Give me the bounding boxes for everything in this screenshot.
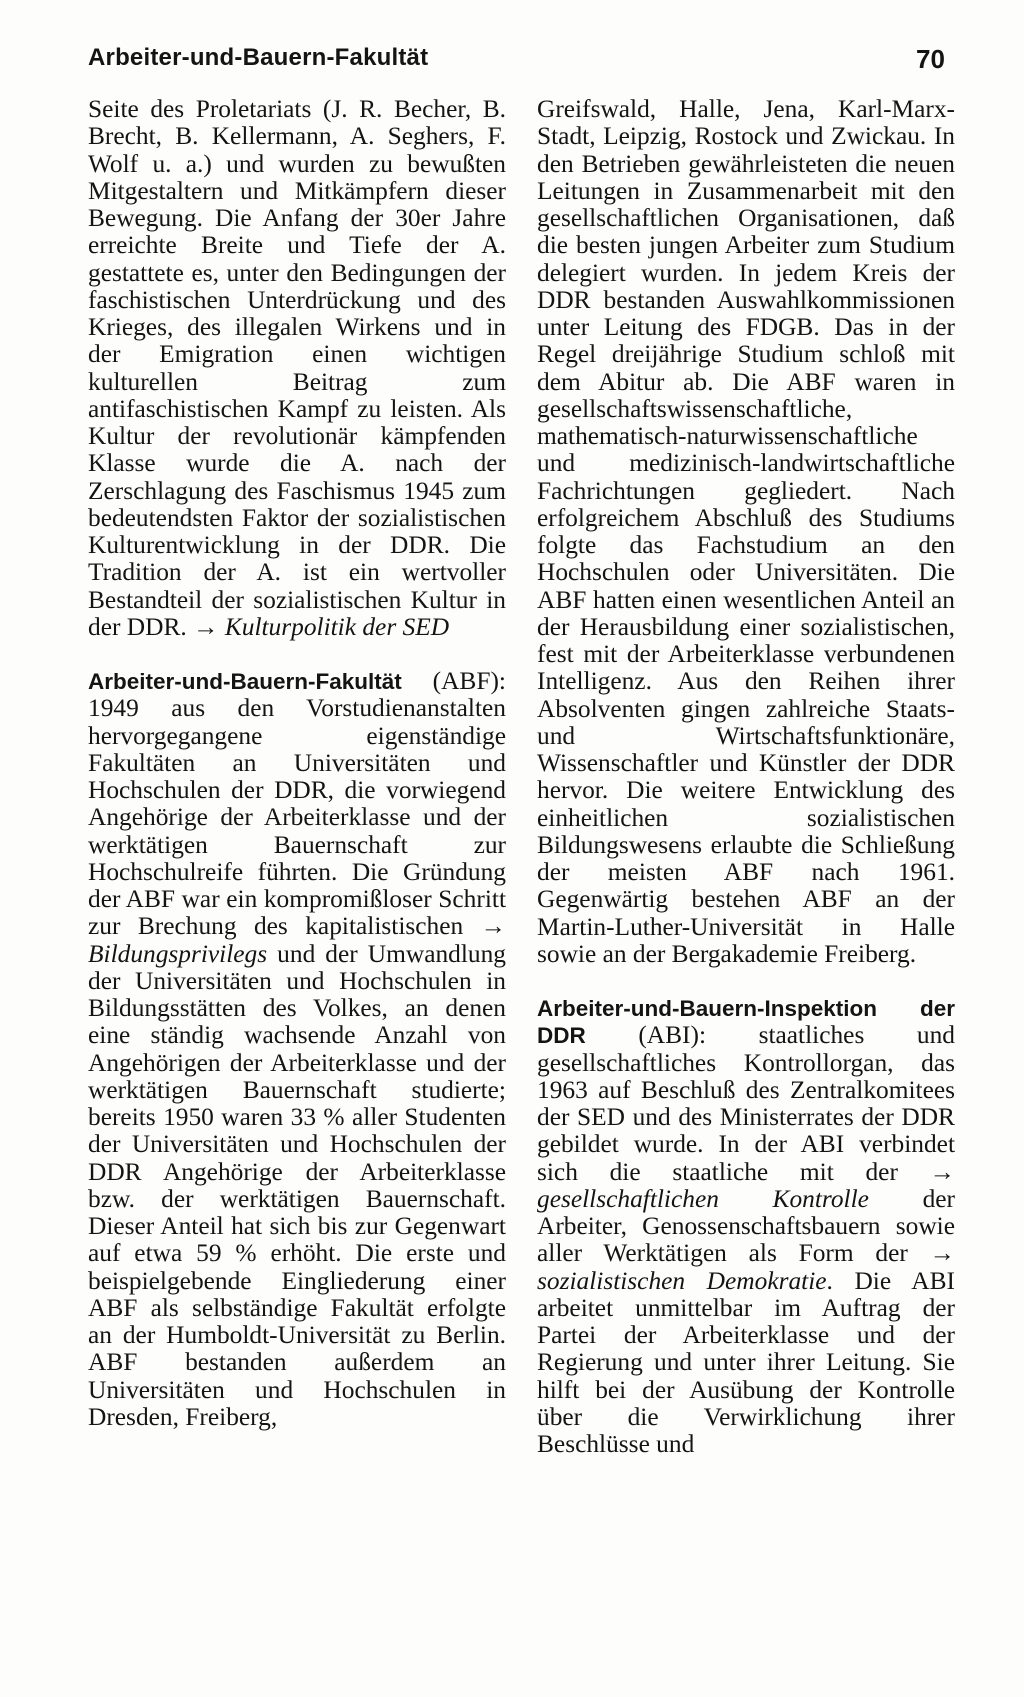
continued-entry-text [88, 96, 506, 641]
cross-reference-bildungsprivileg[interactable]: Bildungsprivilegs [88, 939, 268, 968]
body-text: und der Umwandlung der Universitäten und Hochschulen in Bildungsstätten des Volkes, an denen eine ständig wachsende Anzahl von Angehörigen der Arbeiterklasse und der werktätigen Bauernschaft studierte; bereits 1950 waren 33 % aller Studenten der Universitäten und Hochschulen der DDR Angehörige der Arbeiterklasse bzw. der werktätigen Bauernschaft. Dieser Anteil hat sich bis zur Gegenwart auf etwa 59 % erhöht. Die erste und beispielgebende Eingliederung einer ABF als selbständige Fakultät erfolgte an der Humboldt-Universität zu Berlin. ABF bestanden außerdem an Universitäten und Hochschulen in Dresden, Freiberg, [88, 939, 506, 1431]
entry-abi [537, 995, 955, 1458]
body-text: . Die ABI arbeitet unmittelbar im Auftrag der Partei der Arbeiterklasse und der Regierung und unter ihrer Leitung. Sie hilft bei der Ausübung der Kontrolle über die Verwirklichung ihrer Beschlüsse und [537, 1266, 956, 1458]
body-text: Greifswald, Halle, Jena, Karl-Marx-Stadt, Leipzig, Rostock und Zwickau. In den Betrieben gewährleisteten die neuen Leitungen in Zusammenarbeit mit den gesellschaftlichen Organisationen, daß die besten jungen Arbeiter zum Studium delegiert wurden. In jedem Kreis der DDR bestanden Auswahlkommissionen unter Leitung des FDGB. Das in der Regel dreijährige Studium schloß mit dem Abitur ab. Die ABF waren in gesellschaftswissenschaftliche, mathematisch-naturwissenschaftliche und medizinisch-landwirtschaftliche Fachrichtungen gegliedert. Nach erfolgreichem Abschluß des Studiums folgte das Fachstudium an den Hochschulen oder Universitäten. Die ABF hatten einen wesentlichen Anteil an der Herausbildung einer sozialistischen, fest mit der Arbeiterklasse verbundenen Intelligenz. Aus den Reihen ihrer Absolventen gingen zahlreiche Staats- und Wirtschaftsfunktionäre, Wissenschaftler und Künstler der DDR hervor. Die weitere Entwicklung des einheitlichen sozialistischen Bildungswesens erlaubte die Schließung der meisten ABF nach 1961. Gegenwärtig bestehen ABF an der Martin-Luther-Universität in Halle sowie an der Bergakademie Freiberg. [537, 95, 955, 968]
body-text: der Arbeiter, Genossenschaftsbauern sowie aller Werktätigen als Form der [537, 1184, 955, 1268]
cross-reference-arrow: → [929, 1239, 955, 1268]
entry-abf [88, 668, 506, 1431]
entry-headword: Arbeiter-und-Bauern-Fakultät [88, 669, 402, 694]
right-column [537, 96, 955, 1458]
page-number: 70 [916, 44, 945, 74]
body-text: (ABI): staatliches und gesellschaftliches Kontrollorgan, das 1963 auf Beschluß des Zentralkomitees der SED und des Ministerrates der DDR gebildet wurde. In der ABI verbindet sich die staatliche mit der [537, 1021, 955, 1186]
cross-reference-arrow: → [929, 1157, 955, 1186]
cross-reference-arrow: → [193, 612, 219, 641]
cross-reference-sozialistische-demokratie[interactable]: sozialistischen Demokratie [537, 1266, 827, 1295]
cross-reference-kulturpolitik[interactable]: Kulturpolitik der SED [218, 612, 450, 641]
running-head: Arbeiter-und-Bauern-Fakultät [88, 44, 429, 71]
continued-entry-text [537, 96, 955, 968]
left-column [88, 96, 506, 1431]
entry-headword: Arbeiter-und-Bauern-Inspektion der DDR [537, 996, 955, 1049]
body-text: (ABF): 1949 aus den Vorstudienanstalten hervorgegangene eigenständige Fakultäten an Universitäten und Hochschulen der DDR, die vorwiegend Angehörige der Arbeiterklasse und der werktätigen Bauernschaft zur Hochschulreife führten. Die Gründung der ABF war ein kompromißloser Schritt zur Brechung des kapitalistischen [88, 667, 506, 941]
cross-reference-arrow: → [480, 912, 506, 941]
body-text: Seite des Proletariats (J. R. Becher, B. Brecht, B. Kellermann, A. Seghers, F. Wolf u. a.) und wurden zu bewußten Mitgestaltern und Mitkämpfern dieser Bewegung. Die Anfang der 30er Jahre erreichte Breite und Tiefe der A. gestattete es, unter den Bedingungen der faschistischen Unterdrückung und des Krieges, des illegalen Wirkens und in der Emigration einen wichtigen kulturellen Beitrag zum antifaschistischen Kampf zu leisten. Als Kultur der revolutionär kämpfenden Klasse wurde die A. nach der Zerschlagung des Faschismus 1945 zum bedeutendsten Faktor der sozialistischen Kulturentwicklung in der DDR. Die Tradition der A. ist ein wertvoller Bestandteil der sozialistischen Kultur in der DDR. [88, 95, 506, 641]
cross-reference-gesellschaftliche-kontrolle[interactable]: gesellschaftlichen Kontrolle [537, 1184, 869, 1213]
